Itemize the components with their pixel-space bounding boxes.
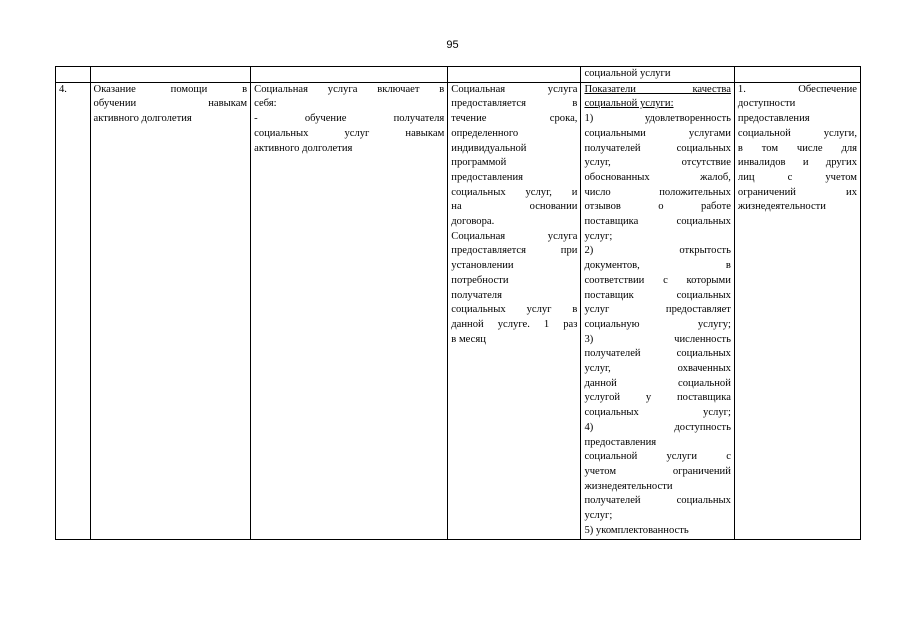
continuation-row	[56, 67, 861, 83]
quality-indicators-line: услуг, отсутствие	[584, 157, 731, 169]
quality-indicators-line: социальными услугами	[584, 127, 731, 139]
quality-indicators-line: получателей социальных	[584, 348, 731, 360]
quality-indicators-line: 5) укомплектованность	[584, 524, 689, 536]
service-term-line: в месяц	[451, 333, 486, 345]
service-conditions-line: ограничений их	[737, 186, 857, 198]
services-table	[55, 66, 861, 540]
service-conditions-line: доступности	[737, 98, 796, 110]
quality-indicators-line: получателей социальных	[584, 495, 731, 507]
quality-heading	[584, 83, 730, 112]
service-conditions-line: 1. Обеспечение	[737, 83, 857, 95]
service-term-line: потребности	[451, 274, 509, 286]
service-name-line: Оказание помощи в	[93, 83, 248, 95]
service-term-line: Социальная услуга	[451, 230, 578, 242]
service-name-line: активного долголетия	[93, 113, 192, 125]
service-term	[451, 83, 577, 348]
service-content	[254, 83, 444, 157]
quality-indicators-line: документов, в	[584, 260, 731, 272]
service-conditions-line: лиц с учетом	[737, 171, 857, 183]
service-term-line: определенного	[451, 127, 519, 139]
service-conditions	[738, 83, 857, 215]
quality-indicators-line: отзывов о работе	[584, 201, 731, 213]
row-number: 4.	[59, 83, 67, 95]
continuation-cell-term	[448, 67, 581, 83]
continuation-cell-number	[56, 67, 91, 83]
service-name	[94, 83, 248, 127]
service-name-cell	[90, 82, 251, 539]
quality-indicators-line: соответствии с которыми	[584, 274, 731, 286]
continuation-cell-quality	[581, 67, 734, 83]
continuation-cell-name	[90, 67, 251, 83]
service-term-cell	[448, 82, 581, 539]
quality-indicators-line: 2) открытость	[584, 245, 731, 257]
service-conditions-line: в том числе для	[737, 142, 857, 154]
service-conditions-line: социальной услуги,	[737, 127, 857, 139]
quality-heading-line: Показатели качества	[584, 83, 731, 95]
service-content-line: - обучение получателя	[254, 113, 445, 125]
service-term-line: установлении	[451, 260, 514, 272]
quality-indicators-line: услуг;	[584, 230, 613, 242]
quality-indicators-line: предоставления	[584, 436, 657, 448]
quality-indicators-line: услугой у поставщика	[584, 392, 731, 404]
quality-indicators-line: 3) численность	[584, 333, 731, 345]
service-conditions-line: инвалидов и других	[737, 157, 857, 169]
service-content-line: Социальная услуга включает в	[254, 83, 445, 95]
service-conditions-cell	[734, 82, 860, 539]
quality-indicators-line: данной социальной	[584, 377, 731, 389]
table-row	[56, 82, 861, 539]
service-term-line: индивидуальной	[451, 142, 527, 154]
quality-indicators-cell	[581, 82, 734, 539]
quality-indicators-line: получателей социальных	[584, 142, 731, 154]
continuation-quality-text: социальной услуги	[584, 68, 671, 79]
quality-heading-line: социальной услуги:	[584, 98, 674, 110]
quality-indicators-line: социальную услугу;	[584, 318, 731, 330]
quality-indicators-line: 1) удовлетворенность	[584, 113, 731, 125]
service-term-line: получателя	[451, 289, 502, 301]
service-term-line: договора.	[451, 216, 495, 228]
quality-indicators-line: учетом ограничений	[584, 465, 731, 477]
service-name-line: обучении навыкам	[93, 98, 248, 110]
service-conditions-line: предоставления	[737, 113, 810, 125]
service-term-line: течение срока,	[451, 113, 578, 125]
quality-indicators-line: услуг, охваченных	[584, 363, 731, 375]
service-content-line: активного долголетия	[254, 142, 353, 154]
quality-indicators-line: услуг;	[584, 510, 613, 522]
quality-indicators	[584, 112, 730, 538]
quality-indicators-line: социальной услуги с	[584, 451, 731, 463]
service-conditions-line: жизнедеятельности	[737, 201, 826, 213]
service-content-line: себя:	[254, 98, 277, 110]
page-number: 95	[446, 39, 459, 51]
quality-indicators-line: число положительных	[584, 186, 731, 198]
continuation-cell-content	[251, 67, 448, 83]
service-term-line: социальных услуг, и	[451, 186, 578, 198]
service-term-line: предоставления	[451, 171, 524, 183]
quality-indicators-line: услуг предоставляет	[584, 304, 731, 316]
quality-indicators-line: 4) доступность	[584, 421, 731, 433]
continuation-cell-conditions	[734, 67, 860, 83]
service-content-cell	[251, 82, 448, 539]
service-content-line: социальных услуг навыкам	[254, 127, 445, 139]
row-number-cell	[56, 82, 91, 539]
service-term-line: предоставляется в	[451, 98, 578, 110]
service-term-line: предоставляется при	[451, 245, 578, 257]
service-term-line: на основании	[451, 201, 578, 213]
quality-indicators-line: поставщика социальных	[584, 216, 731, 228]
quality-indicators-line: обоснованных жалоб,	[584, 171, 731, 183]
service-term-line: данной услуге. 1 раз	[451, 318, 578, 330]
quality-indicators-line: жизнедеятельности	[584, 480, 673, 492]
service-term-line: программой	[451, 157, 507, 169]
service-term-line: Социальная услуга	[451, 83, 578, 95]
quality-indicators-line: поставщик социальных	[584, 289, 731, 301]
service-term-line: социальных услуг в	[451, 304, 578, 316]
quality-indicators-line: социальных услуг;	[584, 407, 731, 419]
